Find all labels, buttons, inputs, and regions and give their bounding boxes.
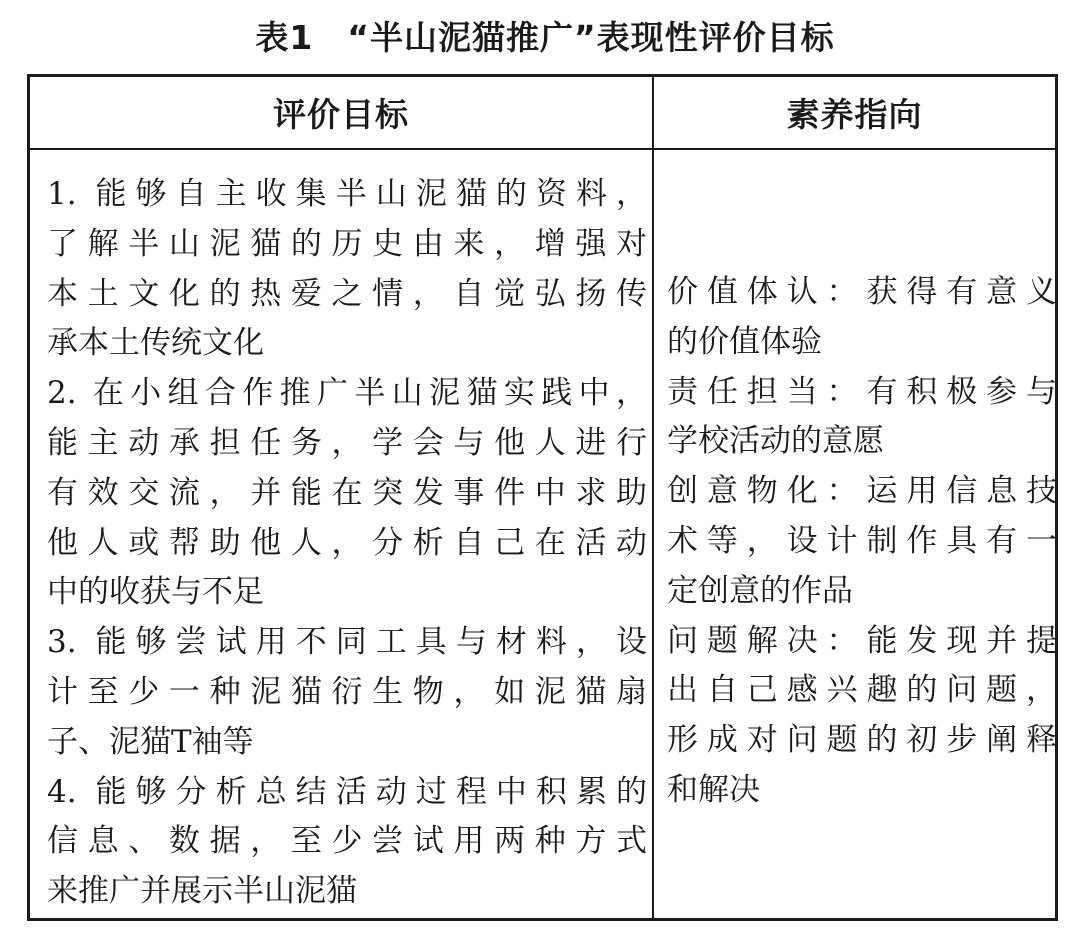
evaluation-goal-line: 4. 能够分析总结活动过程中积累的 bbox=[47, 773, 647, 810]
literacy-orientation-line: 形成对问题的初步阐释 bbox=[667, 722, 1057, 759]
table-caption: 表1 “半山泥猫推广”表现性评价目标 bbox=[255, 18, 835, 57]
literacy-orientation-line: 问题解决：能发现并提 bbox=[667, 622, 1057, 659]
evaluation-goal-line: 3. 能够尝试用不同工具与材料，设 bbox=[47, 624, 647, 661]
evaluation-goal-line: 了解半山泥猫的历史由来，增强对 bbox=[47, 225, 647, 262]
evaluation-goal-line: 有效交流，并能在突发事件中求助 bbox=[47, 474, 647, 511]
header-literacy-orientation: 素养指向 bbox=[786, 95, 923, 134]
literacy-orientation-line: 和解决 bbox=[667, 771, 760, 808]
evaluation-goal-line: 计至少一种泥猫衍生物，如泥猫扇 bbox=[47, 673, 647, 710]
evaluation-goal-line: 信息、数据，至少尝试用两种方式 bbox=[47, 823, 647, 860]
column-divider bbox=[652, 77, 654, 918]
header-divider bbox=[30, 148, 1055, 150]
evaluation-goals-cell bbox=[47, 170, 647, 917]
evaluation-goal-line: 中的收获与不足 bbox=[47, 574, 264, 611]
literacy-orientation-line: 术等，设计制作具有一 bbox=[667, 522, 1057, 559]
header-evaluation-goals: 评价目标 bbox=[273, 95, 409, 134]
evaluation-goal-line: 能主动承担任务，学会与他人进行 bbox=[47, 424, 647, 461]
literacy-orientation-line: 价值体认：获得有意义 bbox=[667, 274, 1057, 310]
evaluation-goal-line: 本土文化的热爱之情，自觉弘扬传 bbox=[47, 275, 647, 312]
literacy-orientation-line: 出自己感兴趣的问题， bbox=[667, 672, 1057, 709]
evaluation-goal-line: 承本土传统文化 bbox=[47, 325, 264, 362]
literacy-orientation-line: 责任担当：有积极参与 bbox=[667, 373, 1057, 410]
literacy-orientation-line: 学校活动的意愿 bbox=[667, 423, 884, 460]
evaluation-goal-line: 他人或帮助他人，分析自己在活动 bbox=[47, 524, 647, 561]
evaluation-goal-line: 子、泥猫T袖等 bbox=[47, 723, 254, 760]
literacy-orientation-cell bbox=[667, 268, 1057, 816]
literacy-orientation-line: 定创意的作品 bbox=[667, 572, 853, 609]
literacy-orientation-line: 的价值体验 bbox=[667, 323, 822, 360]
evaluation-table bbox=[27, 74, 1058, 921]
evaluation-goal-line: 1. 能够自主收集半山泥猫的资料， bbox=[47, 176, 647, 212]
literacy-orientation-line: 创意物化：运用信息技 bbox=[667, 473, 1057, 510]
evaluation-goal-line: 来推广并展示半山泥猫 bbox=[47, 873, 357, 910]
evaluation-goal-line: 2. 在小组合作推广半山泥猫实践中， bbox=[47, 375, 647, 412]
